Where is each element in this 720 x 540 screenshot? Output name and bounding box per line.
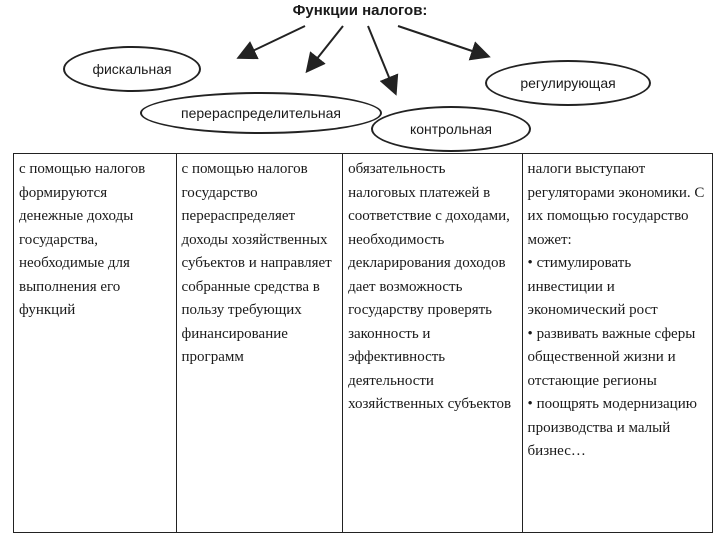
bullet-item: • развивать важные сферы общественной жизни и отстающие регионы [528, 323, 707, 394]
column-fiscal [14, 154, 177, 532]
oval-regulating-label: регулирующая [520, 75, 616, 91]
functions-table [13, 153, 713, 533]
column-redistributive [177, 154, 344, 532]
column-regulating [523, 154, 712, 532]
oval-fiscal [63, 46, 201, 92]
arrow-to-fiscal [240, 26, 305, 57]
oval-redistributive-label: перераспределительная [181, 105, 341, 121]
column-fiscal-text: с помощью налогов формируются денежные доходы государства, необходимые для выполнения его функций [19, 161, 146, 318]
arrow-to-regulating [398, 26, 487, 56]
bullet-item: • стимулировать инвестиции и экономический рост [528, 252, 707, 323]
bullet-item: • поощрять модернизацию производства и малый бизнес… [528, 393, 707, 464]
column-control [343, 154, 522, 532]
diagram-title: Функции налогов: [292, 2, 428, 19]
oval-control [371, 106, 531, 152]
column-regulating-intro: налоги выступают регуляторами экономики. С их помощью государство может: [527, 161, 705, 248]
oval-control-label: контрольная [409, 121, 493, 137]
column-control-text: обязательность налоговых платежей в соответствие с доходами, необходимость декларирования доходов дает возможность государству проверять законность и эффективность деятельности хозяйственных субъектов [348, 161, 512, 412]
oval-regulating [485, 60, 651, 106]
column-redistributive-text: с помощью налогов государство перераспределяет доходы хозяйственных субъектов и направляет собранные средства в пользу требующих финансирование программ [181, 161, 332, 365]
arrow-to-redistributive [308, 26, 343, 70]
oval-redistributive [140, 92, 382, 134]
oval-fiscal-label: фискальная [92, 61, 172, 77]
arrow-to-control [368, 26, 395, 92]
